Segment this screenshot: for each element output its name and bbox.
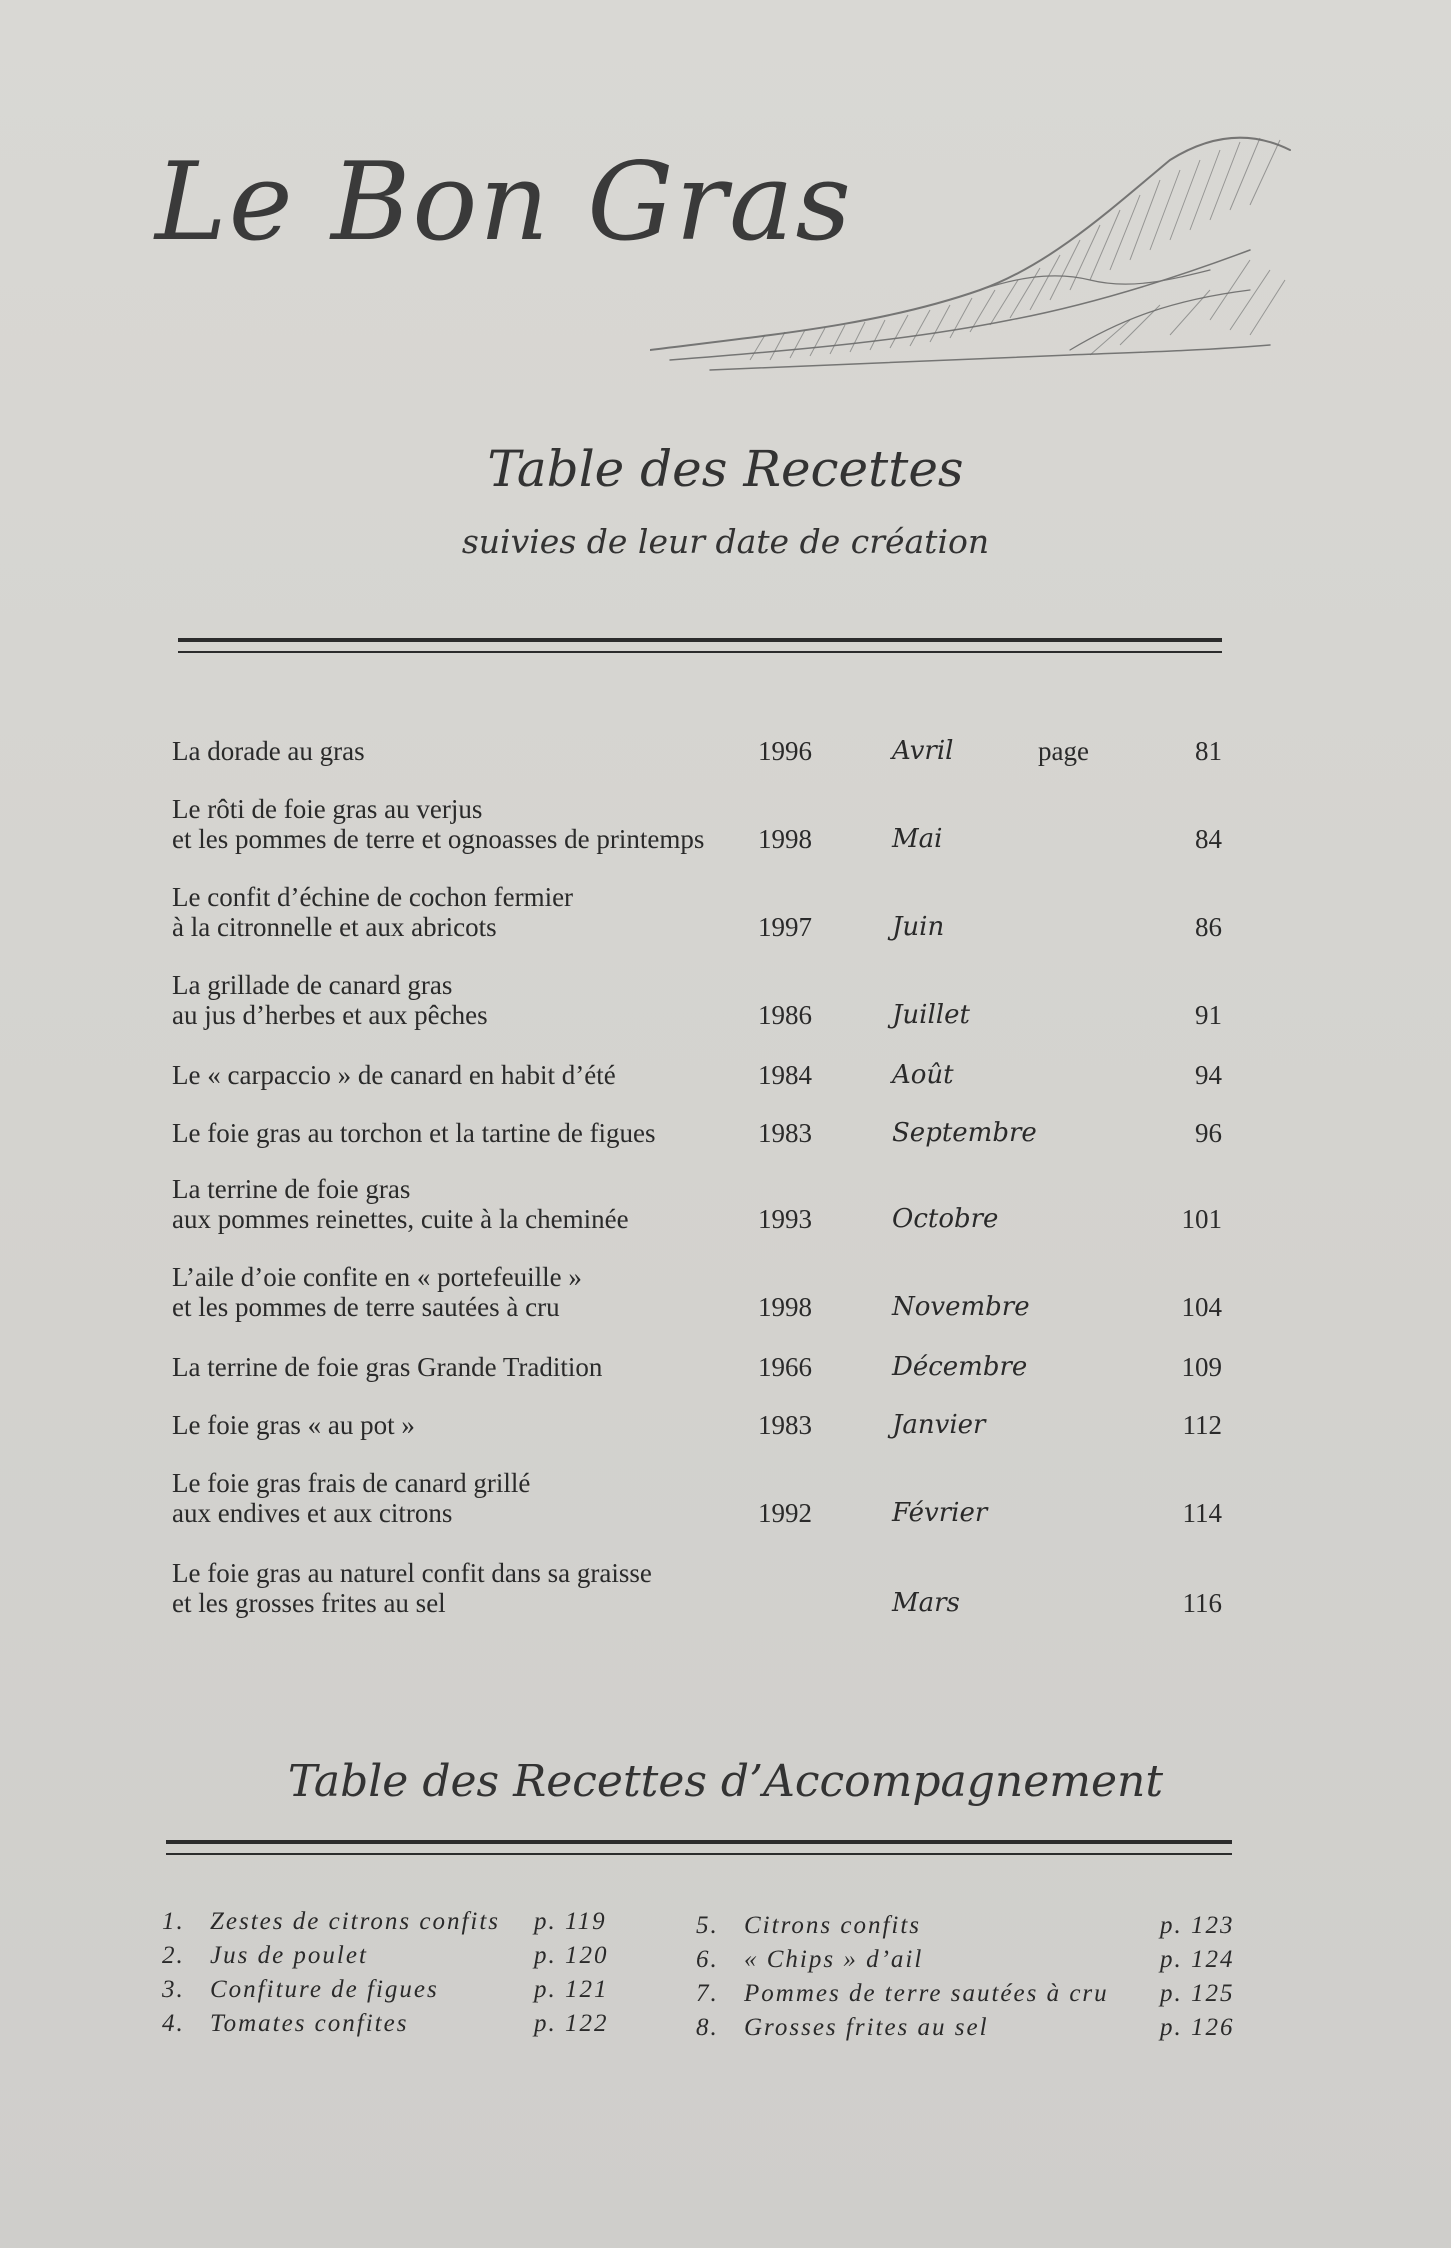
recipe-name: La dorade au gras (172, 736, 365, 766)
pencil-sketch-illustration (650, 120, 1300, 390)
accompaniment-item (162, 2010, 612, 2042)
recipe-name: Le rôti de foie gras au verjus et les pommes de terre et ognoasses de printemps (172, 794, 705, 854)
recipe-page-number: 94 (1195, 1060, 1222, 1090)
item-name: Pommes de terre sautées à cru (744, 1980, 1109, 2007)
recipe-row (172, 1400, 1232, 1440)
item-page: p. 126 (1160, 2014, 1235, 2041)
recipe-month: Mars (892, 1588, 960, 1618)
recipe-row (172, 1256, 1232, 1322)
recipe-month: Juin (892, 912, 945, 942)
recipe-month: Septembre (892, 1118, 1037, 1148)
recipe-month: Avril (892, 736, 954, 766)
recipe-year: 1986 (758, 1000, 812, 1030)
book-title: Le Bon Gras (155, 140, 853, 265)
recipe-page-number: 91 (1195, 1000, 1222, 1030)
recipe-row (172, 1462, 1232, 1528)
recipe-name: La terrine de foie gras Grande Tradition (172, 1352, 603, 1382)
recipe-row (172, 964, 1232, 1030)
page-label: page (1038, 736, 1089, 766)
item-page: p. 121 (534, 1976, 609, 2003)
recipe-row (172, 1050, 1232, 1090)
recipe-page-number: 86 (1195, 912, 1222, 942)
accompaniment-item (162, 1976, 612, 2008)
recipe-month: Octobre (892, 1204, 999, 1234)
item-page: p. 123 (1160, 1912, 1235, 1939)
recipe-month: Août (892, 1060, 954, 1090)
recipe-row (172, 876, 1232, 942)
recipe-name: La grillade de canard gras au jus d’herbes et aux pêches (172, 970, 488, 1030)
accompaniment-item (696, 2014, 1242, 2046)
recipe-page-number: 96 (1195, 1118, 1222, 1148)
recipe-page-number: 114 (1182, 1498, 1222, 1528)
recipe-year: 1984 (758, 1060, 812, 1090)
item-number: 8. (696, 2014, 719, 2041)
accompaniment-item (162, 1908, 612, 1940)
recipe-page-number: 104 (1181, 1292, 1222, 1322)
recipe-name: La terrine de foie gras aux pommes reinettes, cuite à la cheminée (172, 1174, 629, 1234)
toc-subtitle: suivies de leur date de création (461, 522, 990, 561)
recipe-name: L’aile d’oie confite en « portefeuille » et les pommes de terre sautées à cru (172, 1262, 582, 1322)
toc-title: Table des Recettes (487, 440, 964, 498)
recipe-row (172, 1552, 1232, 1618)
recipe-year: 1996 (758, 736, 812, 766)
item-name: Jus de poulet (210, 1942, 368, 1969)
recipe-row (172, 1168, 1232, 1234)
recipe-row (172, 1342, 1232, 1382)
recipe-month: Janvier (892, 1410, 986, 1440)
item-page: p. 122 (534, 2010, 609, 2037)
item-number: 6. (696, 1946, 719, 1973)
accompaniment-item (696, 1946, 1242, 1978)
recipe-year: 1983 (758, 1410, 812, 1440)
item-page: p. 120 (534, 1942, 609, 1969)
recipe-month: Mai (892, 824, 943, 854)
recipe-name: Le foie gras au torchon et la tartine de figues (172, 1118, 656, 1148)
item-number: 7. (696, 1980, 719, 2007)
recipe-month: Novembre (892, 1292, 1030, 1322)
item-name: Tomates confites (210, 2010, 409, 2037)
recipe-name: Le confit d’échine de cochon fermier à la citronnelle et aux abricots (172, 882, 574, 942)
item-number: 5. (696, 1912, 719, 1939)
item-page: p. 119 (534, 1908, 607, 1935)
item-number: 1. (162, 1908, 185, 1935)
recipe-row (172, 1108, 1232, 1148)
double-rule-divider (166, 1840, 1232, 1855)
item-page: p. 124 (1160, 1946, 1235, 1973)
recipe-year: 1997 (758, 912, 812, 942)
recipe-row (172, 788, 1232, 854)
item-number: 3. (162, 1976, 185, 2003)
accompaniment-item (696, 1980, 1242, 2012)
recipe-year: 1966 (758, 1352, 812, 1382)
item-name: Citrons confits (744, 1912, 922, 1939)
recipe-page-number: 112 (1182, 1410, 1222, 1440)
recipe-month: Juillet (892, 1000, 970, 1030)
accompaniments-title: Table des Recettes d’Accompagnement (287, 1756, 1164, 1807)
recipe-month: Février (892, 1498, 988, 1528)
recipe-page-number: 101 (1181, 1204, 1222, 1234)
recipe-name: Le foie gras « au pot » (172, 1410, 415, 1440)
recipe-page-number: 84 (1195, 824, 1222, 854)
item-page: p. 125 (1160, 1980, 1235, 2007)
accompaniment-item (162, 1942, 612, 1974)
recipe-year: 1992 (758, 1498, 812, 1528)
recipe-year: 1998 (758, 1292, 812, 1322)
item-number: 2. (162, 1942, 185, 1969)
double-rule-divider (178, 638, 1222, 653)
item-name: Grosses frites au sel (744, 2014, 989, 2041)
recipe-page-number: 81 (1195, 736, 1222, 766)
recipe-page-number: 109 (1181, 1352, 1222, 1382)
item-number: 4. (162, 2010, 185, 2037)
item-name: « Chips » d’ail (744, 1946, 924, 1973)
item-name: Confiture de figues (210, 1976, 439, 2003)
recipe-year: 1998 (758, 824, 812, 854)
recipe-page-number: 116 (1182, 1588, 1222, 1618)
item-name: Zestes de citrons confits (210, 1908, 501, 1935)
recipe-row (172, 720, 1232, 766)
recipe-year: 1983 (758, 1118, 812, 1148)
recipe-year: 1993 (758, 1204, 812, 1234)
accompaniment-item (696, 1912, 1242, 1944)
recipe-month: Décembre (892, 1352, 1028, 1382)
recipe-name: Le foie gras frais de canard grillé aux endives et aux citrons (172, 1468, 531, 1528)
recipe-name: Le foie gras au naturel confit dans sa graisse et les grosses frites au sel (172, 1558, 652, 1618)
recipe-name: Le « carpaccio » de canard en habit d’été (172, 1060, 616, 1090)
